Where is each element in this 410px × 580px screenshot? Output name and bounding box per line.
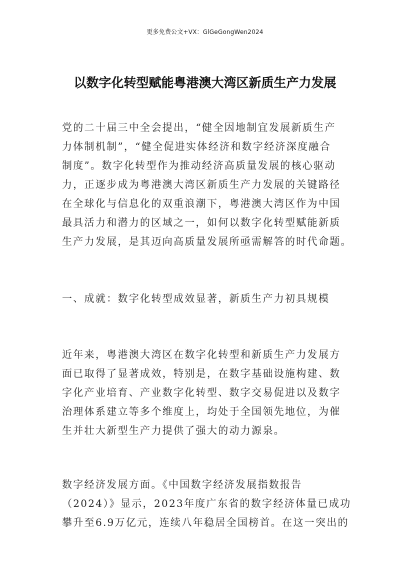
paragraph-1-line-2: 力体制机制”，“健全促进实体经济和数字经济深度融合 [62,142,331,153]
paragraph-1-line-4: 力，正逐步成为粤港澳大湾区新质生产力发展的关键路径 [62,180,341,191]
paragraph-3-line-2: （2024）》显示，2023年度广东省的数字经济体量已成功 [62,499,352,510]
paragraph-1-line-6: 最具活力和潜力的区域之一，如何以数字化转型赋能新质 [62,218,341,229]
paragraph-1-line-7: 生产力发展，是其迈向高质量发展所亟需解答的时代命题。 [62,237,352,248]
paragraph-3-line-3: 攀升至6.9万亿元，连续八年稳居全国榜首。在这一突出的 [62,518,349,529]
paragraph-1-line-5: 在全球化与信息化的双重浪潮下，粤港澳大湾区作为中国 [62,199,341,210]
paragraph-3-line-1: 数字经济发展方面。《中国数字经济发展指数报告 [62,480,303,491]
paragraph-2-line-5: 生并壮大新型生产力提供了强大的动力源泉。 [62,426,285,437]
paragraph-1-line-1: 党的二十届三中全会提出，“健全因地制宜发展新质生产 [62,123,336,134]
header-note: 更多免费公文+VX：GlGeGongWen2024 [146,29,264,36]
paragraph-2-line-4: 治理体系建立等多个维度上，均处于全国领先地位，为催 [62,407,341,418]
paragraph-2-line-3: 字化产业培育、产业数字化转型、数字交易促进以及数字 [62,388,341,399]
paragraph-1-line-3: 制度”。数字化转型作为推动经济高质量发展的核心驱动 [62,161,336,172]
paragraph-2-line-2: 面已取得了显著成效，特别是，在数字基础设施构建、数 [62,369,341,380]
document-title: 以数字化转型赋能粤港澳大湾区新质生产力发展 [73,75,337,90]
section-heading: 一、成就：数字化转型成效显著，新质生产力初具规模 [62,294,330,305]
paragraph-2-line-1: 近年来，粤港澳大湾区在数字化转型和新质生产力发展方 [62,350,341,361]
